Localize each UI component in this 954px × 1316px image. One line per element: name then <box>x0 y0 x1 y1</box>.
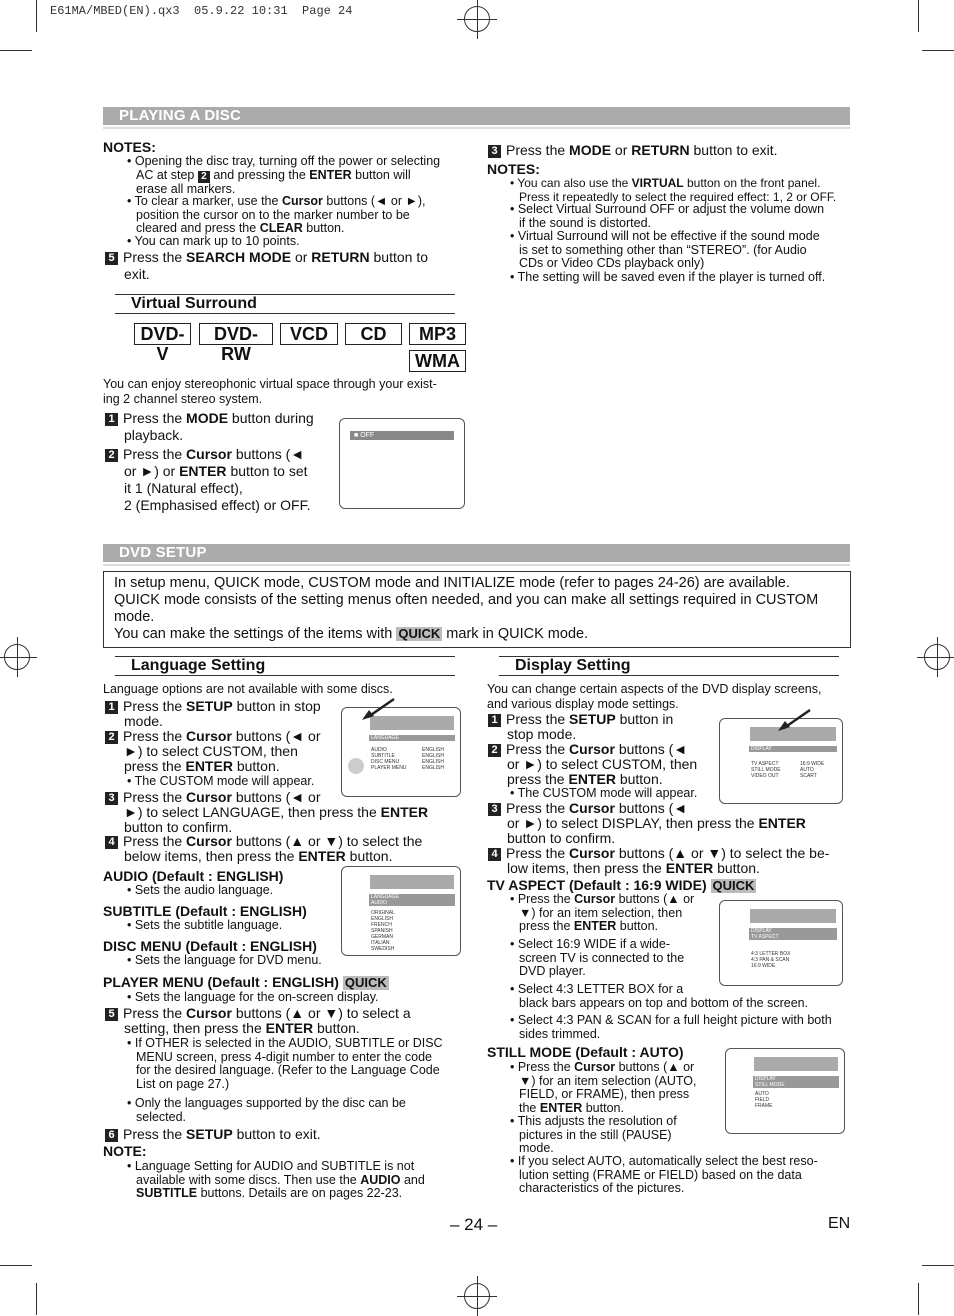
tv-aspect-note: • Select 4:3 LETTER BOX for a black bars appears on top and bottom of the screen. <box>510 982 809 1010</box>
still-mode-note: • Press the Cursor buttons (▲ or ▼) for an item selection (AUTO, FIELD, or FRAME), then press the ENTER button. <box>510 1060 697 1115</box>
step-2: 2 Press the Cursor buttons (◄ or ►) or ENTER button to set it 1 (Natural effect), 2 (Emphasised effect) or OFF. <box>105 446 345 514</box>
still-mode-heading: STILL MODE (Default : AUTO) <box>487 1044 684 1060</box>
menu-rows: 4:3 LETTER BOX 4:3 PAN & SCAN 16:9 WIDE <box>751 951 791 969</box>
still-mode-screen <box>725 1048 845 1134</box>
note-bullet: • Language Setting for AUDIO and SUBTITLE is not available with some discs. Then use the AUDIO and SUBTITLE buttons. Details are on pages 22-23. <box>127 1159 425 1200</box>
disc-tag-vcd: VCD <box>280 323 338 345</box>
registration-mark <box>924 644 950 670</box>
menu-icons <box>754 1057 838 1071</box>
osd-label: ■ OFF <box>354 432 375 439</box>
quick-badge: QUICK <box>712 878 755 893</box>
disc-menu-note: • Sets the language for DVD menu. <box>127 953 322 967</box>
registration-mark <box>4 644 30 670</box>
registration-mark <box>464 1283 490 1309</box>
menu-title: LANGUAGE AUDIO <box>371 894 399 906</box>
menu-icons <box>370 875 454 889</box>
crop-mark <box>918 0 919 32</box>
quick-badge: QUICK <box>398 626 441 641</box>
menu-rows: TV ASPECT STILL MODE VIDEO OUT <box>751 761 781 779</box>
crop-mark <box>36 0 37 32</box>
step-note: • If OTHER is selected in the AUDIO, SUBTITLE or DISC MENU screen, press 4-digit number to enter the code for the desired language. (Refer to the Language Code List on page 27.) <box>127 1036 443 1091</box>
audio-heading: AUDIO (Default : ENGLISH) <box>103 868 284 884</box>
still-mode-note: • This adjusts the resolution of pictures in the still (PAUSE) mode. <box>510 1114 677 1155</box>
language-setting-heading: Language Setting <box>103 656 467 676</box>
menu-icons <box>750 909 836 923</box>
note-bullet: • To clear a marker, use the Cursor buttons (◄ or ►), position the cursor on to the marker number to be cleared and press the CLEAR button. <box>127 194 426 235</box>
step-5: 5 Press the Cursor buttons (▲ or ▼) to select a setting, then press the ENTER button. <box>105 1006 470 1036</box>
note-bullet: • You can mark up to 10 points. <box>127 234 300 248</box>
step-4: 4 Press the Cursor buttons (▲ or ▼) to select the below items, then press the ENTER button. <box>105 834 470 864</box>
menu-title: LANGUAGE <box>371 735 399 741</box>
menu-rows: AUDIO SUBTITLE DISC MENU PLAYER MENU <box>371 747 407 771</box>
disc-tag-dvd-v: DVD-V <box>134 323 191 345</box>
step-note: • The CUSTOM mode will appear. <box>127 774 315 788</box>
step-6: 6 Press the SETUP button to exit. <box>105 1127 321 1142</box>
step-3: 3 Press the Cursor buttons (◄ or ►) to select DISPLAY, then press the ENTER button to confirm. <box>488 801 853 846</box>
step-note: • Only the languages supported by the disc can be selected. <box>127 1096 406 1124</box>
notes-heading: NOTES: <box>103 139 156 155</box>
subtitle-note: • Sets the subtitle language. <box>127 918 283 932</box>
crop-mark <box>922 1265 954 1266</box>
player-menu-heading: PLAYER MENU (Default : ENGLISH) QUICK <box>103 974 387 990</box>
disc-tag-wma: WMA <box>409 350 466 372</box>
note-bullet: • Select Virtual Surround OFF or adjust the volume down if the sound is distorted. <box>510 202 825 230</box>
page-number: – 24 – <box>450 1215 498 1234</box>
disc-tag-mp3: MP3 <box>409 323 466 345</box>
display-intro: You can change certain aspects of the DVD display screens, and various display mode settings. <box>487 682 822 711</box>
menu-rows: ORIGINAL ENGLISH FRENCH SPANISH GERMAN ITALIAN SWEDISH <box>371 910 395 952</box>
notes-heading: NOTES: <box>487 161 540 177</box>
step-3: 3 Press the Cursor buttons (◄ or ►) to select LANGUAGE, then press the ENTER button to confirm. <box>105 790 470 835</box>
display-setting-heading: Display Setting <box>487 656 851 676</box>
crop-mark <box>36 1283 37 1315</box>
disc-menu-heading: DISC MENU (Default : ENGLISH) <box>103 938 317 954</box>
tv-aspect-note: • Press the Cursor buttons (▲ or ▼) for an item selection, then press the ENTER button. <box>510 892 695 933</box>
tv-aspect-screen <box>719 900 843 986</box>
virtual-intro: You can enjoy stereophonic virtual space through your exist- ing 2 channel stereo system. <box>103 377 437 406</box>
step-1: 1 Press the MODE button during playback. <box>105 410 345 444</box>
menu-rows: AUTO FIELD FRAME <box>755 1091 773 1109</box>
step-2: 2 Press the Cursor buttons (◄ or ►) to select CUSTOM, then press the ENTER button. <box>105 729 345 774</box>
arrow-icon <box>358 697 398 722</box>
crop-mark <box>0 50 32 51</box>
note-bullet: • You can also use the VIRTUAL button on the front panel. Press it repeatedly to select the required effect: 1, 2 or OFF. <box>510 176 837 204</box>
section-dvd-setup: DVD SETUP <box>103 544 850 562</box>
step-1: 1 Press the SETUP button in stop mode. <box>105 699 345 729</box>
menu-values: ENGLISH ENGLISH ENGLISH ENGLISH <box>422 747 444 771</box>
section-playing-a-disc: PLAYING A DISC <box>103 107 850 125</box>
step-1: 1 Press the SETUP button in stop mode. <box>488 712 718 742</box>
menu-title: DISPLAY STILL MODE <box>755 1076 785 1088</box>
menu-title: DISPLAY <box>751 746 772 752</box>
crop-mark <box>918 1283 919 1315</box>
subtitle-heading: SUBTITLE (Default : ENGLISH) <box>103 903 307 919</box>
menu-title: DISPLAY TV ASPECT <box>751 928 779 940</box>
crop-mark <box>922 50 954 51</box>
tv-aspect-heading: TV ASPECT (Default : 16:9 WIDE) QUICK <box>487 877 755 893</box>
note-bullet: • Virtual Surround will not be effective if the sound mode is set to something other than “STEREO”. (for Audio CDs or Video CDs playback only) <box>510 229 820 270</box>
step-5: 5 Press the SEARCH MODE or RETURN button to exit. <box>105 250 465 282</box>
virtual-screen <box>339 418 465 509</box>
language-code: EN <box>828 1215 851 1232</box>
audio-note: • Sets the audio language. <box>127 883 274 897</box>
disc-tag-dvd-rw: DVD-RW <box>199 323 273 345</box>
tv-aspect-note: • Select 16:9 WIDE if a wide- screen TV is connected to the DVD player. <box>510 937 685 978</box>
language-intro: Language options are not available with some discs. <box>103 682 393 696</box>
step-3: 3 Press the MODE or RETURN button to exit. <box>488 143 778 158</box>
language-audio-screen <box>341 866 461 956</box>
tv-aspect-note: • Select 4:3 PAN & SCAN for a full height picture with both sides trimmed. <box>510 1013 832 1041</box>
note-bullet: • The setting will be saved even if the player is turned off. <box>510 270 826 284</box>
crop-mark <box>0 1265 32 1266</box>
step-note: • The CUSTOM mode will appear. <box>510 786 698 800</box>
step-4: 4 Press the Cursor buttons (▲ or ▼) to select the be- low items, then press the ENTER button. <box>488 846 853 876</box>
player-menu-note: • Sets the language for the on-screen display. <box>127 990 379 1004</box>
registration-mark <box>464 6 490 32</box>
step-2: 2 Press the Cursor buttons (◄ or ►) to select CUSTOM, then press the ENTER button. <box>488 742 718 787</box>
arrow-icon <box>774 708 814 733</box>
virtual-surround-heading: Virtual Surround <box>103 294 467 314</box>
note-heading: NOTE: <box>103 1143 147 1159</box>
print-header: E61MA/MBED(EN).qx3 05.9.22 10:31 Page 24 <box>50 4 353 18</box>
quick-badge: QUICK <box>344 975 387 990</box>
remote-icon <box>348 758 364 774</box>
setup-info-box: In setup menu, QUICK mode, CUSTOM mode and INITIALIZE mode (refer to pages 24-26) are available. QUICK mode consists of the setting menus often needed, and you can make all settings required in CUSTOM mode. You can make the settings of the items with QUICK mark in QUICK mode. <box>103 571 851 648</box>
still-mode-note: • If you select AUTO, automatically select the best reso- lution setting (FRAME or FIELD) based on the data characteristics of the pictures. <box>510 1154 818 1195</box>
menu-values: 16:9 WIDE AUTO SCART <box>800 761 825 779</box>
note-bullet: • Opening the disc tray, turning off the power or selecting AC at step 2 and pressing the ENTER button will erase all markers. <box>127 154 441 196</box>
disc-tag-cd: CD <box>345 323 402 345</box>
